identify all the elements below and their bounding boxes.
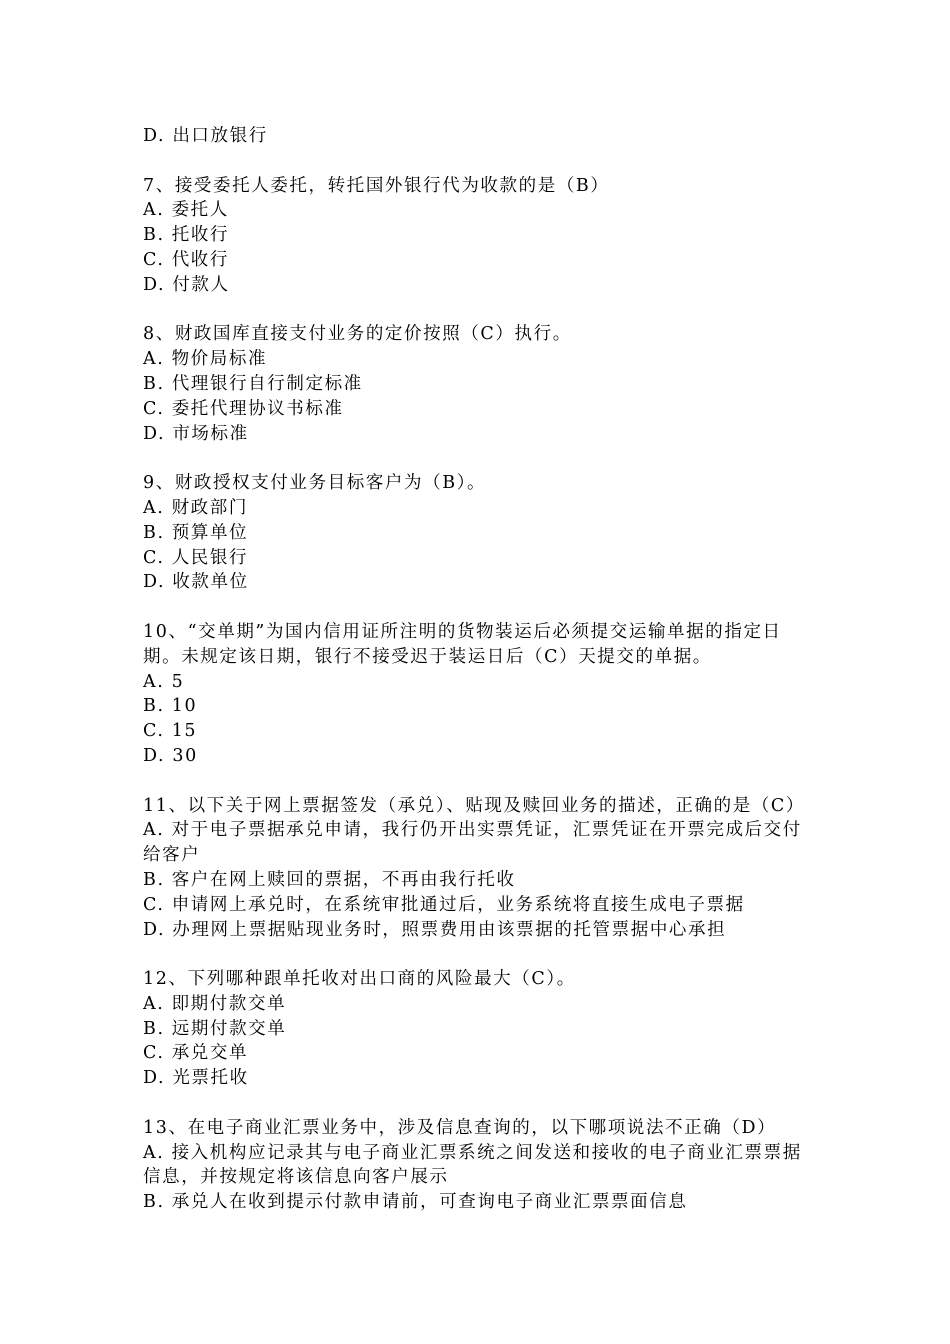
question-9 <box>143 471 823 595</box>
option-a-line-2: 给客户 <box>143 845 201 866</box>
option-c: C. 承兑交单 <box>143 1043 249 1064</box>
option-c: C. 15 <box>143 721 198 742</box>
option-c: C. 申请网上承兑时，在系统审批通过后，业务系统将直接生成电子票据 <box>143 894 745 915</box>
question-8 <box>143 322 823 446</box>
question-11 <box>143 794 823 943</box>
question-13 <box>143 1116 823 1215</box>
option-a: A. 物价局标准 <box>143 349 268 370</box>
option-b: B. 10 <box>143 696 198 717</box>
option-b: B. 预算单位 <box>143 522 249 543</box>
option-b: B. 远期付款交单 <box>143 1018 287 1039</box>
question-stem: 8、财政国库直接支付业务的定价按照（C）执行。 <box>143 324 572 345</box>
option-d: D. 30 <box>143 745 198 766</box>
question-stem-line-1: 10、“交单期”为国内信用证所注明的货物装运后必须提交运输单据的指定日 <box>143 621 782 642</box>
question-12 <box>143 967 823 1091</box>
question-stem: 11、以下关于网上票据签发（承兑）、贴现及赎回业务的描述，正确的是（C） <box>143 795 806 816</box>
option-d: D. 收款单位 <box>143 572 249 593</box>
option-d: D. 办理网上票据贴现业务时，照票费用由该票据的托管票据中心承担 <box>143 919 727 940</box>
question-stem: 12、下列哪种跟单托收对出口商的风险最大（C）。 <box>143 969 576 990</box>
option-d: D. 出口放银行 <box>143 126 268 146</box>
option-b: B. 托收行 <box>143 225 230 246</box>
option-d: D. 市场标准 <box>143 423 249 444</box>
option-b: B. 代理银行自行制定标准 <box>143 373 363 394</box>
option-c: C. 人民银行 <box>143 547 249 568</box>
question-6-tail <box>143 124 823 149</box>
option-b: B. 承兑人在收到提示付款申请前，可查询电子商业汇票票面信息 <box>143 1192 688 1213</box>
question-10 <box>143 620 823 769</box>
option-a: A. 委托人 <box>143 200 229 221</box>
option-c: C. 代收行 <box>143 249 229 270</box>
option-a: A. 即期付款交单 <box>143 993 287 1014</box>
question-stem: 7、接受委托人委托，转托国外银行代为收款的是（B） <box>143 175 610 196</box>
option-d: D. 付款人 <box>143 274 230 295</box>
option-c: C. 委托代理协议书标准 <box>143 398 344 419</box>
question-stem-line-2: 期。未规定该日期，银行不接受迟于装运日后（C）天提交的单据。 <box>143 646 712 667</box>
question-7 <box>143 174 823 298</box>
option-a-line-2: 信息，并按规定将该信息向客户展示 <box>143 1167 449 1188</box>
question-stem: 9、财政授权支付业务目标客户为（B）。 <box>143 473 487 494</box>
option-a: A. 5 <box>143 671 185 692</box>
document-page <box>143 124 823 1215</box>
option-a-line-1: A. 对于电子票据承兑申请，我行仍开出实票凭证，汇票凭证在开票完成后交付 <box>143 820 802 841</box>
option-b: B. 客户在网上赎回的票据，不再由我行托收 <box>143 869 516 890</box>
option-a: A. 财政部门 <box>143 497 248 518</box>
option-a-line-1: A. 接入机构应记录其与电子商业汇票系统之间发送和接收的电子商业汇票票据 <box>143 1142 802 1163</box>
option-d: D. 光票托收 <box>143 1068 249 1089</box>
question-stem: 13、在电子商业汇票业务中，涉及信息查询的，以下哪项说法不正确（D） <box>143 1117 777 1138</box>
